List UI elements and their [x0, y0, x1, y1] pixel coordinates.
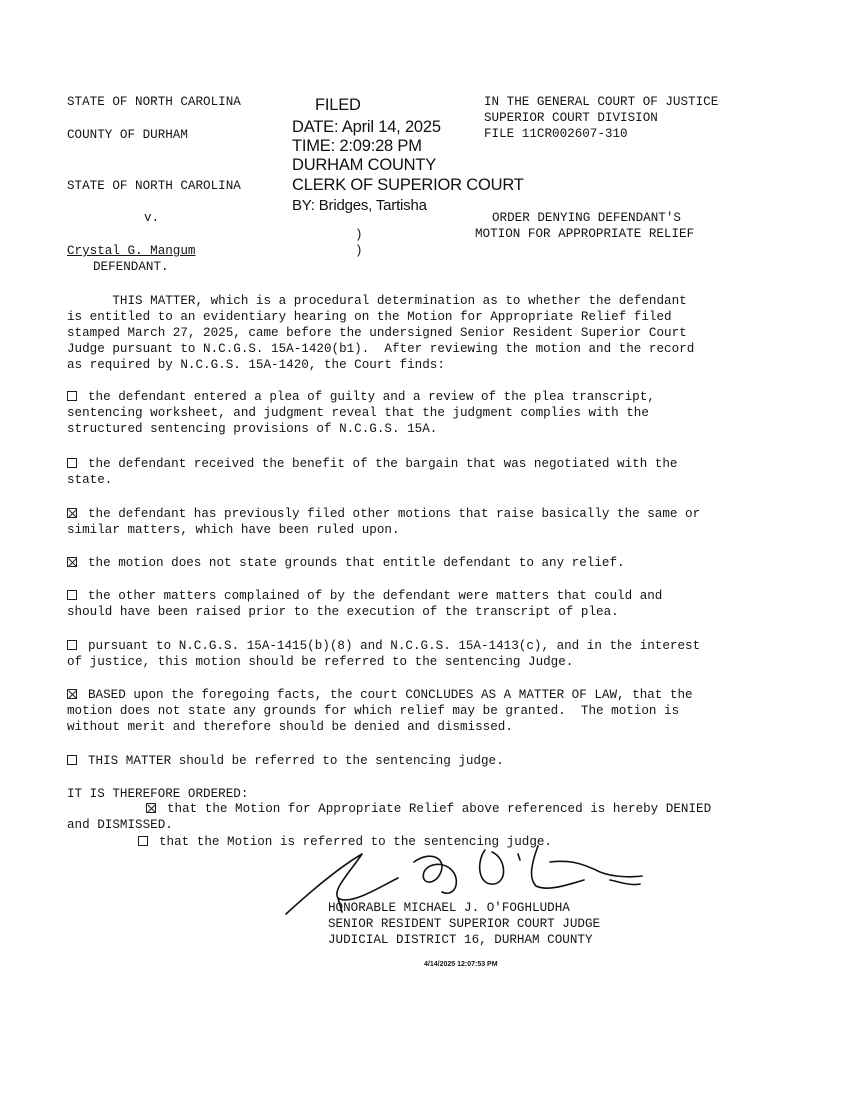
versus: v. [144, 211, 160, 225]
defendant-name: Crystal G. Mangum [67, 244, 196, 258]
checkbox-finding-4[interactable] [67, 557, 77, 567]
ordered-heading: IT IS THEREFORE ORDERED: [67, 787, 249, 801]
file-number: FILE 11CR002607-310 [484, 127, 628, 141]
checkbox-finding-8[interactable] [67, 755, 77, 765]
checkbox-order-2[interactable] [138, 836, 148, 846]
paren-1: ) [355, 228, 363, 242]
stamp-filed: FILED [315, 96, 361, 114]
defendant-label: DEFENDANT. [93, 260, 169, 274]
judge-title: SENIOR RESIDENT SUPERIOR COURT JUDGE [328, 917, 601, 931]
court-line-1: IN THE GENERAL COURT OF JUSTICE [484, 95, 719, 109]
finding-1: the defendant entered a plea of guilty and a review of the plea transcript, sentencing worksheet, and judgment reveal that the judgment complies with the structured sentencing provisions of N.C.G.S. 15A. [67, 390, 655, 436]
intro-paragraph: THIS MATTER, which is a procedural determination as to whether the defendant is entitled to an evidentiary hearing on the Motion for Appropriate Relief filed stamped March 27, 2025, came before the undersigned Senior Resident Superior Court Judge pursuant to N.C.G.S. 15A-1420(b1). After reviewing the motion and the record as required by N.C.G.S. 15A-1420, the Court finds: [67, 294, 695, 372]
county-left: COUNTY OF DURHAM [67, 128, 188, 142]
finding-6: pursuant to N.C.G.S. 15A-1415(b)(8) and N.C.G.S. 15A-1413(c), and in the interest of justice, this motion should be referred to the sentencing Judge. [67, 639, 701, 669]
stamp-date: DATE: April 14, 2025 [292, 118, 441, 136]
order-2: that the Motion is referred to the sentencing judge. [138, 834, 552, 850]
finding-3: the defendant has previously filed other motions that raise basically the same or similar matters, which have been ruled upon. [67, 507, 701, 537]
finding-5: the other matters complained of by the defendant were matters that could and should have been raised prior to the execution of the transcript of plea. [67, 589, 663, 619]
state-left: STATE OF NORTH CAROLINA [67, 95, 241, 109]
judicial-district: JUDICIAL DISTRICT 16, DURHAM COUNTY [328, 933, 593, 947]
checkbox-finding-6[interactable] [67, 640, 77, 650]
stamp-county: DURHAM COUNTY [292, 156, 437, 174]
order-title-1: ORDER DENYING DEFENDANT'S [492, 211, 681, 225]
order-title-2: MOTION FOR APPROPRIATE RELIEF [475, 227, 695, 241]
stamp-time: TIME: 2:09:28 PM [292, 137, 422, 155]
order-1: that the Motion for Appropriate Relief above referenced is hereby DENIED [146, 801, 711, 817]
paren-2: ) [355, 244, 363, 258]
finding-4: the motion does not state grounds that entitle defendant to any relief. [67, 555, 817, 571]
checkbox-finding-7[interactable] [67, 689, 77, 699]
finding-2: the defendant received the benefit of the bargain that was negotiated with the state. [67, 457, 678, 487]
checkbox-finding-2[interactable] [67, 458, 77, 468]
state-vs: STATE OF NORTH CAROLINA [67, 179, 241, 193]
stamp-by: BY: Bridges, Tartisha [292, 197, 427, 214]
judge-name: HONORABLE MICHAEL J. O'FOGHLUDHA [328, 901, 570, 915]
checkbox-order-1[interactable] [146, 803, 156, 813]
order-1-continued: and DISMISSED. [67, 818, 173, 832]
court-line-2: SUPERIOR COURT DIVISION [484, 111, 658, 125]
finding-7: BASED upon the foregoing facts, the court CONCLUDES AS A MATTER OF LAW, that the motion does not state any grounds for which relief may be granted. The motion is without merit and therefore should be denied and dismissed. [67, 688, 693, 734]
checkbox-finding-5[interactable] [67, 590, 77, 600]
stamp-clerk: CLERK OF SUPERIOR COURT [292, 176, 524, 194]
checkbox-finding-3[interactable] [67, 508, 77, 518]
signature-timestamp: 4/14/2025 12:07:53 PM [424, 961, 498, 968]
finding-8: THIS MATTER should be referred to the sentencing judge. [67, 753, 817, 769]
checkbox-finding-1[interactable] [67, 391, 77, 401]
